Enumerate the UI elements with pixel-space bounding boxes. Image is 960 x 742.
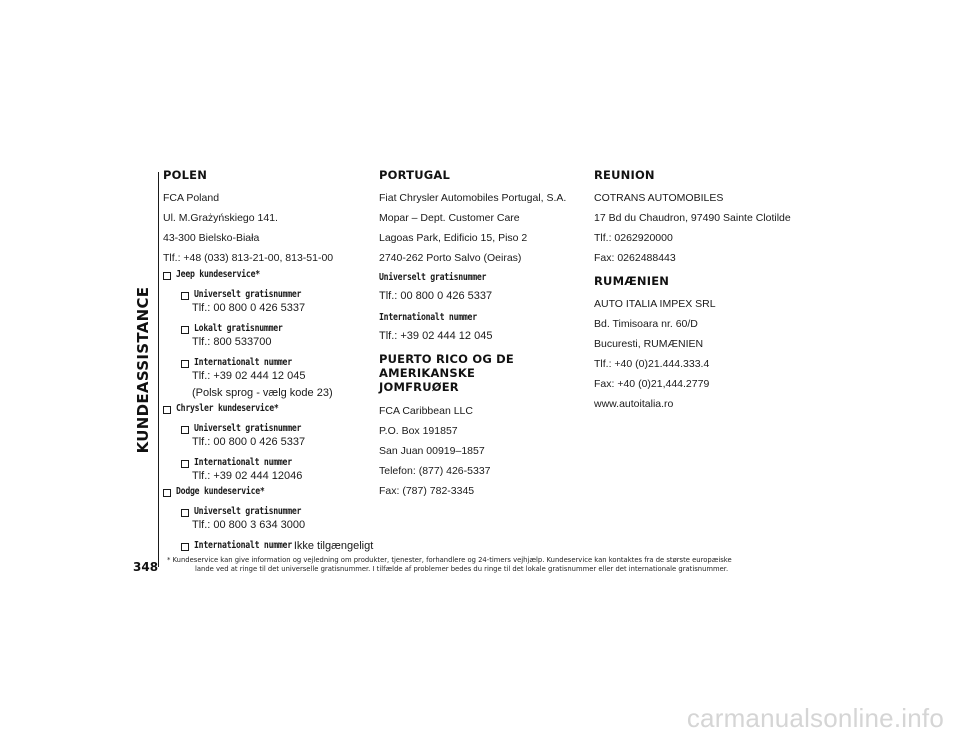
page-number: 348 xyxy=(133,560,159,574)
fax-line: Fax: 0262488443 xyxy=(594,252,676,264)
address-line: 2740-262 Porto Salvo (Oeiras) xyxy=(379,252,522,264)
checkbox-bullet-icon xyxy=(163,489,171,497)
address-line: Bd. Timisoara nr. 60/D xyxy=(594,318,698,330)
dodge-service-label: Dodge kundeservice* xyxy=(176,486,265,497)
universal-number-label: Universelt gratisnummer xyxy=(194,423,302,434)
heading-reunion: REUNION xyxy=(594,168,655,182)
column-reunion xyxy=(594,168,809,418)
checkbox-bullet-icon xyxy=(163,272,171,280)
dodge-service xyxy=(163,486,368,498)
checkbox-bullet-icon xyxy=(181,326,189,334)
phone-line: Tlf.: +40 (0)21.444.333.4 xyxy=(594,358,710,370)
international-number-label: Internationalt nummer xyxy=(194,540,292,551)
column-portugal xyxy=(379,168,584,505)
universal-number-label: Universelt gratisnummer xyxy=(194,289,302,300)
address-line: 17 Bd du Chaudron, 97490 Sainte Clotilde xyxy=(594,212,791,224)
phone-line: Tlf.: 0262920000 xyxy=(594,232,673,244)
international-number-value: Ikke tilgængeligt xyxy=(293,540,374,552)
international-number-value: Tlf.: +39 02 444 12 045 xyxy=(192,370,306,382)
jeep-local xyxy=(181,323,368,335)
heading-puerto-rico-line2: JOMFRUØER xyxy=(379,380,459,394)
footnote xyxy=(167,556,807,573)
jeep-international xyxy=(181,357,368,369)
local-number-value: Tlf.: 800 533700 xyxy=(192,336,272,348)
international-number-label: Internationalt nummer xyxy=(379,312,477,323)
dodge-universal xyxy=(181,506,368,518)
universal-number-label: Universelt gratisnummer xyxy=(379,272,487,283)
phone-line: Tlf.: +48 (033) 813-21-00, 813-51-00 xyxy=(163,252,334,264)
universal-number-label: Universelt gratisnummer xyxy=(194,506,302,517)
international-number-label: Internationalt nummer xyxy=(194,357,292,368)
fax-line: Fax: (787) 782-3345 xyxy=(379,485,475,497)
address-line: Ul. M.Grażyńskiego 141. xyxy=(163,212,278,224)
footnote-line1: * Kundeservice kan give information og vejledning om produkter, tjenester, forhandlere og 24-timers vejhjælp. Kundeservice kan kontaktes fra de største europæiske xyxy=(167,556,732,564)
dodge-international xyxy=(181,540,374,552)
international-number-value: Tlf.: +39 02 444 12046 xyxy=(192,470,303,482)
jeep-service xyxy=(163,269,368,281)
jeep-service-label: Jeep kundeservice* xyxy=(176,269,260,280)
phone-line: Telefon: (877) 426-5337 xyxy=(379,465,491,477)
address-line: Bucuresti, RUMÆNIEN xyxy=(594,338,704,350)
local-number-label: Lokalt gratisnummer xyxy=(194,323,283,334)
heading-puerto-rico-line1: PUERTO RICO OG DE AMERIKANSKE xyxy=(379,352,514,380)
chrysler-service xyxy=(163,403,368,415)
international-number-value: Tlf.: +39 02 444 12 045 xyxy=(379,330,493,342)
universal-number-value: Tlf.: 00 800 0 426 5337 xyxy=(379,290,493,302)
universal-number-value: Tlf.: 00 800 0 426 5337 xyxy=(192,436,306,448)
website-link[interactable]: www.autoitalia.ro xyxy=(594,398,674,410)
address-line: FCA Caribbean LLC xyxy=(379,405,473,417)
heading-polen: POLEN xyxy=(163,168,208,182)
chrysler-international xyxy=(181,457,368,469)
address-line: P.O. Box 191857 xyxy=(379,425,458,437)
checkbox-bullet-icon xyxy=(181,509,189,517)
language-note: (Polsk sprog - vælg kode 23) xyxy=(192,387,333,399)
checkbox-bullet-icon xyxy=(181,292,189,300)
chrysler-universal xyxy=(181,423,368,435)
international-number-label: Internationalt nummer xyxy=(194,457,292,468)
address-line: Lagoas Park, Edificio 15, Piso 2 xyxy=(379,232,528,244)
jeep-universal xyxy=(181,289,368,301)
checkbox-bullet-icon xyxy=(181,460,189,468)
column-polen xyxy=(163,168,374,552)
fax-line: Fax: +40 (0)21,444.2779 xyxy=(594,378,710,390)
address-line: 43-300 Bielsko-Biała xyxy=(163,232,260,244)
checkbox-bullet-icon xyxy=(163,406,171,414)
universal-number-value: Tlf.: 00 800 0 426 5337 xyxy=(192,302,306,314)
universal-number-value: Tlf.: 00 800 3 634 3000 xyxy=(192,519,306,531)
checkbox-bullet-icon xyxy=(181,360,189,368)
footnote-line2: lande ved at ringe til det universelle gratisnummer. I tilfælde af problemer bedes du ringe til det lokale gratisnummer eller det internationale gratisnummer. xyxy=(195,564,729,573)
section-side-title: KUNDEASSISTANCE xyxy=(134,286,152,454)
address-line: FCA Poland xyxy=(163,192,220,204)
heading-rumaenien: RUMÆNIEN xyxy=(594,274,670,288)
address-line: Fiat Chrysler Automobiles Portugal, S.A. xyxy=(379,192,567,204)
watermark: carmanualsonline.info xyxy=(686,703,944,733)
checkbox-bullet-icon xyxy=(181,426,189,434)
heading-portugal: PORTUGAL xyxy=(379,168,450,182)
checkbox-bullet-icon xyxy=(181,543,189,551)
address-line: AUTO ITALIA IMPEX SRL xyxy=(594,298,716,310)
heading-puerto-rico xyxy=(379,352,584,394)
chrysler-service-label: Chrysler kundeservice* xyxy=(176,403,279,414)
address-line: San Juan 00919–1857 xyxy=(379,445,485,457)
address-line: Mopar – Dept. Customer Care xyxy=(379,212,520,224)
address-line: COTRANS AUTOMOBILES xyxy=(594,192,724,204)
